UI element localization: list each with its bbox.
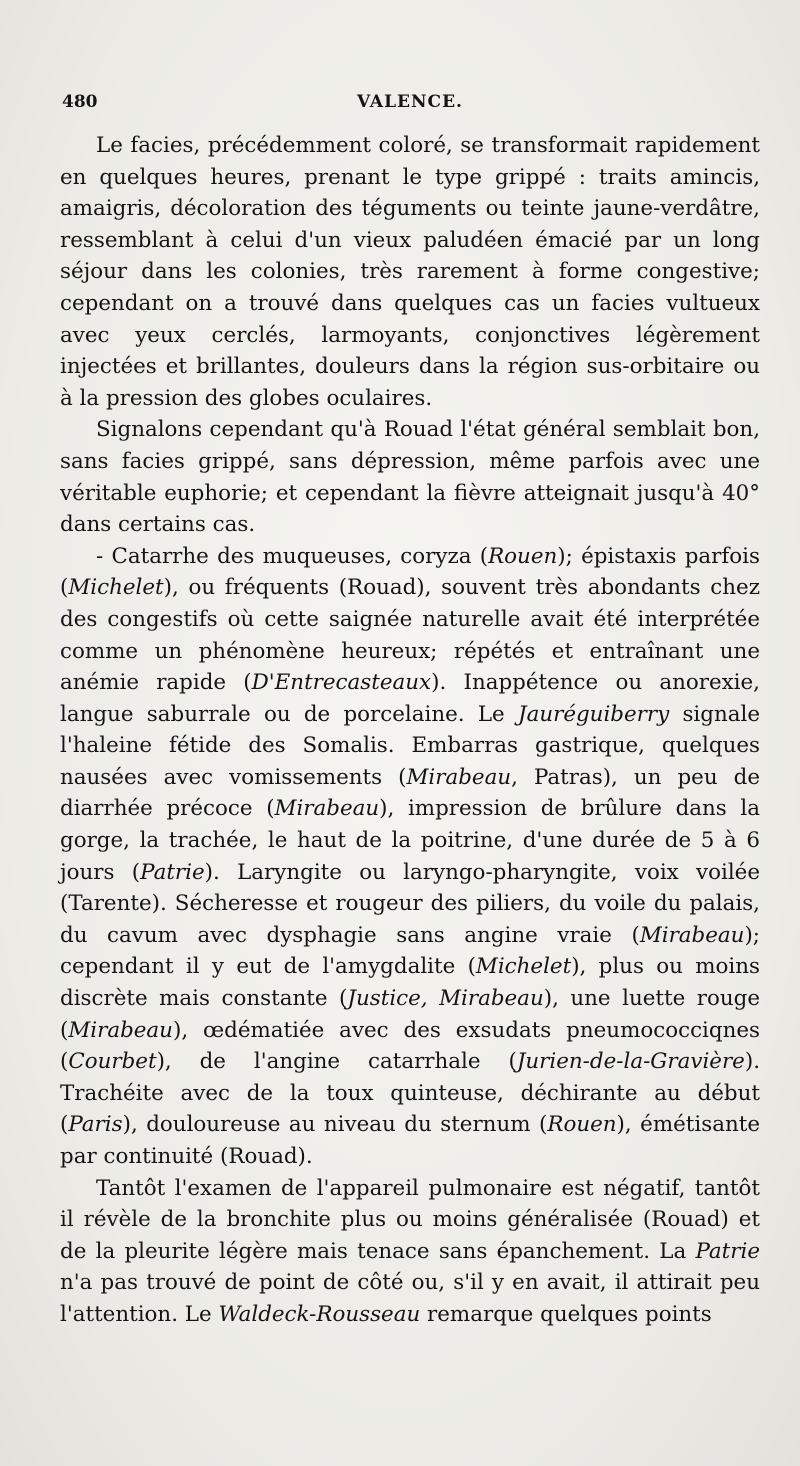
text-run: ); épistaxis parfois (: [60, 543, 760, 601]
text-run: Le facies, précédemment coloré, se transformait rapidement en quelques heures, prenant le type grippé : traits amincis, amaigris, décoloration des téguments ou teinte jaune-verdâtre, ressemblant à celui d'un vieux paludéen émacié par un long séjour dans les colonies, très rarement à forme congestive; cependant on a trouvé dans quelques cas un facies vultueux avec yeux cerclés, larmoyants, conjonctives légèrement injectées et brillantes, douleurs dans la région sus-orbitaire ou à la pression des globes oculaires.: [60, 133, 760, 411]
text-run: signale l'haleine fétide des Somalis. Embarras gastrique, quelques nausées avec vomissements (: [60, 701, 760, 790]
text-run: ), douloureuse au niveau du sternum (: [122, 1112, 548, 1138]
text-run: ). Laryngite ou laryngo-pharyngite, voix voilée (Tarente). Sécheresse et rougeur des piliers, du voile du palais, du cavum avec dysphagie sans angine vraie (: [60, 859, 760, 948]
italic-ship-name: Jurien-de-la-Gravière: [516, 1049, 745, 1075]
italic-ship-name: Rouen: [547, 1112, 617, 1138]
text-run: - Catarrhe des muqueuses, coryza (: [96, 543, 489, 569]
text-run: Signalons cependant qu'à Rouad l'état général semblait bon, sans facies grippé, sans dépression, même parfois avec une véritable euphorie; et cependant la fièvre atteignait jusqu'à 40° dans certains cas.: [60, 417, 760, 538]
italic-ship-name: Jauréguiberry: [518, 701, 670, 727]
italic-ship-name: Patrie: [140, 859, 205, 885]
page-header: [60, 88, 760, 118]
text-run: ). Trachéite avec de la toux quinteuse, déchirante au début (: [60, 1049, 760, 1138]
text-run: Tantôt l'examen de l'appareil pulmonaire est négatif, tantôt il révèle de la bronchite plus ou moins généralisée (Rouad) et de la pleurite légère mais tenace sans épanchement. La: [60, 1175, 760, 1264]
running-title: VALENCE.: [357, 92, 463, 112]
text-run: n'a pas trouvé de point de côté ou, s'il y en avait, il attirait peu l'attention. Le: [60, 1270, 760, 1327]
italic-ship-name: Mirabeau: [639, 922, 745, 948]
text-run: remarque quelques points: [420, 1301, 712, 1327]
text-run: ), impression de brûlure dans la gorge, la trachée, le haut de la poitrine, d'une durée de 5 à 6 jours (: [60, 796, 761, 885]
italic-ship-name: Courbet: [68, 1049, 157, 1075]
text-run: ). Inappétence ou anorexie, langue saburrale ou de porcelaine. Le: [60, 670, 760, 727]
italic-ship-name: Justice, Mirabeau: [347, 986, 544, 1012]
paragraph-1: [60, 130, 760, 414]
text-run: ), de l'angine catarrhale (: [156, 1049, 517, 1075]
italic-ship-name: Mirabeau: [406, 764, 512, 790]
italic-ship-name: Patrie: [695, 1238, 760, 1264]
body-text: [60, 130, 760, 1331]
text-run: ); cependant il y eut de l'amygdalite (: [60, 922, 760, 980]
text-run: ), une luette rouge (: [60, 986, 760, 1043]
italic-ship-name: Mirabeau: [68, 1017, 173, 1043]
text-run: , Patras), un peu de diarrhée précoce (: [60, 764, 760, 822]
text-run: ), ou fréquents (Rouad), souvent très abondants chez des congestifs où cette saignée naturelle avait été interprétée comme un phénomène heureux; répétés et entraînant une anémie rapide (: [60, 575, 760, 696]
italic-ship-name: Mirabeau: [274, 796, 380, 822]
paragraph-2: [60, 414, 760, 540]
text-run: ), émétisante par continuité (Rouad).: [60, 1112, 760, 1169]
italic-ship-name: Michelet: [68, 575, 164, 601]
text-run: ), plus ou moins discrète mais constante (: [60, 954, 760, 1012]
italic-ship-name: Waldeck-Rousseau: [218, 1301, 421, 1327]
italic-ship-name: D'Entrecasteaux: [251, 670, 432, 696]
italic-ship-name: Michelet: [475, 954, 572, 980]
text-run: ), œdématiée avec des exsudats pneumococciqnes (: [60, 1017, 760, 1075]
italic-ship-name: Rouen: [488, 543, 558, 569]
page-number: 480: [62, 92, 98, 112]
paragraph-4: [60, 1173, 760, 1331]
paragraph-3: [60, 541, 760, 1173]
italic-ship-name: Paris: [68, 1112, 123, 1138]
